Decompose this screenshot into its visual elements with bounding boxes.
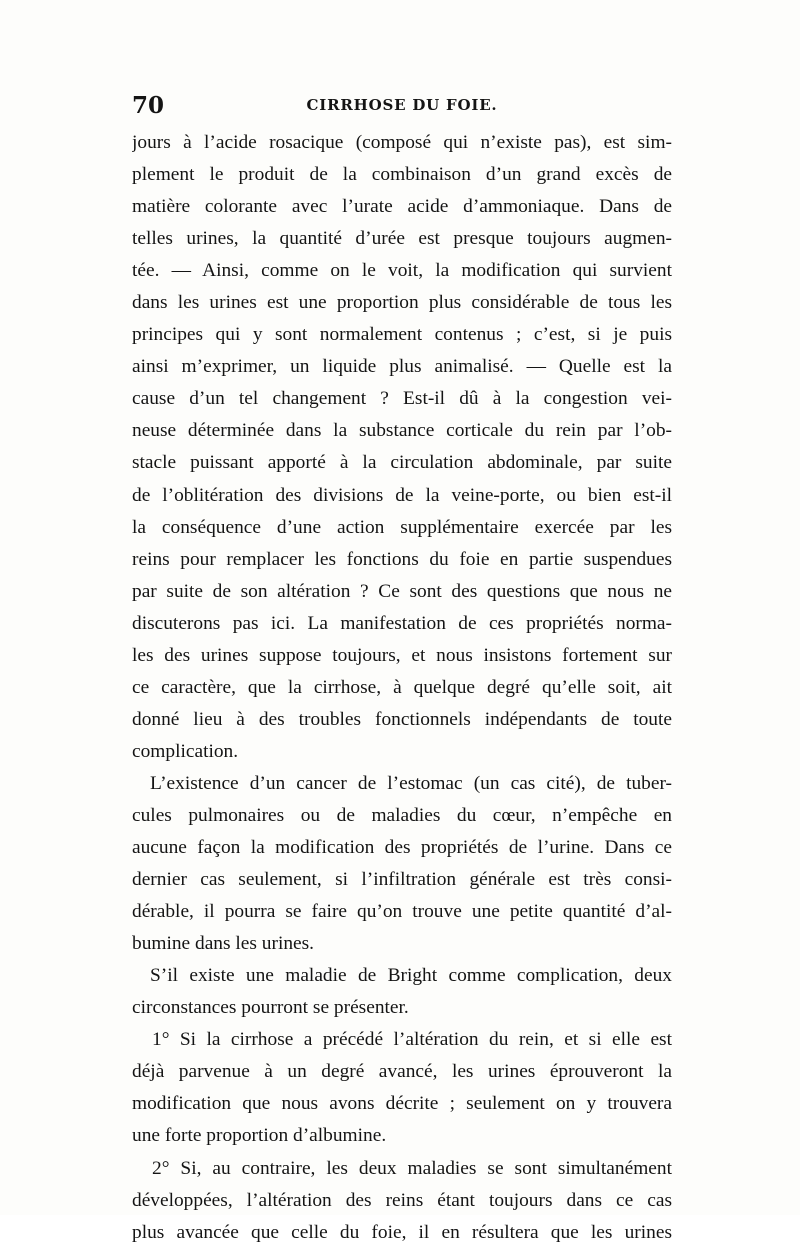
text-line: cules pulmonaires ou de maladies du cœur, n’empêche en	[132, 804, 672, 826]
text-line: jours à l’acide rosacique (composé qui n’existe pas), est sim-	[132, 132, 672, 153]
text-line: circonstances pourront se présenter.	[132, 997, 409, 1019]
running-title: CIRRHOSE DU FOIE.	[306, 96, 498, 114]
text-line: cause d’un tel changement ? Est-il dû à la congestion vei-	[132, 388, 672, 410]
text-line: développées, l’altération des reins étant toujours dans ce cas	[132, 1189, 672, 1211]
text-line: modification que nous avons décrite ; seulement on y trouvera	[132, 1093, 672, 1115]
text-line: par suite de son altération ? Ce sont des questions que nous ne	[132, 580, 672, 602]
text-line: L’existence d’un cancer de l’estomac (un cas cité), de tuber-	[150, 772, 672, 794]
text-line: neuse déterminée dans la substance corticale du rein par l’ob-	[132, 420, 672, 442]
text-line: une forte proportion d’albumine.	[132, 1125, 387, 1147]
body-text	[132, 127, 672, 1249]
text-line: ce caractère, que la cirrhose, à quelque degré qu’elle soit, ait	[132, 676, 672, 698]
text-line: stacle puissant apporté à la circulation abdominale, par suite	[132, 452, 672, 474]
text-line: donné lieu à des troubles fonctionnels indépendants de toute	[132, 708, 672, 730]
text-line: tée. — Ainsi, comme on le voit, la modification qui survient	[132, 260, 672, 282]
text-line: 1° Si la cirrhose a précédé l’altération du rein, et si elle est	[152, 1029, 672, 1051]
text-line: reins pour remplacer les fonctions du foie en partie suspendues	[132, 548, 672, 570]
text-line: matière colorante avec l’urate acide d’ammoniaque. Dans de	[132, 196, 672, 218]
text-line: plement le produit de la combinaison d’un grand excès de	[132, 164, 672, 186]
text-line: complication.	[132, 740, 239, 762]
text-line: plus avancée que celle du foie, il en résultera que les urines	[132, 1221, 672, 1243]
text-line: telles urines, la quantité d’urée est presque toujours augmen-	[132, 228, 672, 250]
page-number: 70	[132, 92, 165, 119]
text-line: discuterons pas ici. La manifestation de ces propriétés norma-	[132, 612, 672, 634]
text-line: aucune façon la modification des propriétés de l’urine. Dans ce	[132, 837, 672, 859]
text-line: déjà parvenue à un degré avancé, les urines éprouveront la	[132, 1061, 672, 1083]
text-line: bumine dans les urines.	[132, 933, 315, 955]
text-line: dernier cas seulement, si l’infiltration générale est très consi-	[132, 869, 672, 891]
running-head	[132, 92, 672, 128]
text-line: dérable, il pourra se faire qu’on trouve une petite quantité d’al-	[132, 901, 672, 923]
text-line: la conséquence d’une action supplémentaire exercée par les	[132, 516, 672, 538]
text-line: 2° Si, au contraire, les deux maladies se sont simultanément	[152, 1157, 672, 1179]
text-line: ainsi m’exprimer, un liquide plus animalisé. — Quelle est la	[132, 356, 672, 378]
text-line: principes qui y sont normalement contenus ; c’est, si je puis	[132, 324, 672, 346]
text-line: les des urines suppose toujours, et nous insistons fortement sur	[132, 644, 672, 666]
text-line: S’il existe une maladie de Bright comme complication, deux	[150, 965, 672, 987]
text-line: de l’oblitération des divisions de la veine-porte, ou bien est-il	[132, 484, 672, 506]
text-line: dans les urines est une proportion plus considérable de tous les	[132, 292, 672, 314]
